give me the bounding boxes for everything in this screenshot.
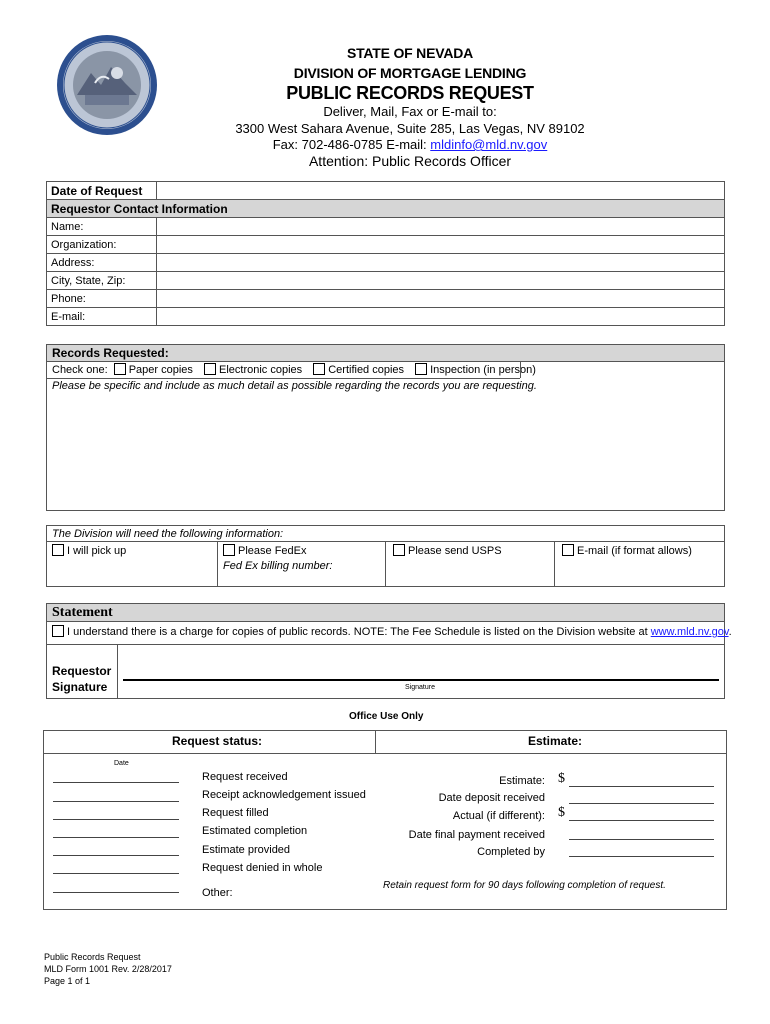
date-caption: Date [114,760,129,767]
phone-field[interactable] [157,290,725,308]
status-date-line[interactable] [53,819,179,820]
name-field[interactable] [157,218,725,236]
completed-by-line[interactable] [569,856,714,857]
estimate-amount-line[interactable] [569,786,714,787]
status-receipt-ack: Receipt acknowledgement issued [202,789,366,801]
electronic-copies-checkbox[interactable] [204,363,216,375]
fedex-checkbox[interactable] [223,544,235,556]
status-request-filled: Request filled [202,807,269,819]
name-label: Name: [47,218,157,236]
estimate-header: Estimate: [528,734,583,748]
form-title: PUBLIC RECORDS REQUEST [286,83,534,103]
organization-field[interactable] [157,236,725,254]
check-one-label: Check one: [52,364,108,376]
completed-by-label: Completed by [477,846,545,858]
email-label: E-mail: [47,308,157,326]
paper-copies-checkbox[interactable] [114,363,126,375]
office-use-title: Office Use Only [349,711,424,722]
usps-label: Please send USPS [408,545,502,557]
statement-row [52,625,732,638]
electronic-copies-label: Electronic copies [219,364,303,376]
statement-title: Statement [52,605,113,620]
records-title: Records Requested: [52,346,169,360]
email-link[interactable]: mldinfo@mld.nv.gov [430,137,548,152]
inspection-label: Inspection (in person) [430,364,536,376]
footer-page-number: Page 1 of 1 [44,976,91,986]
delivery-box [46,525,725,587]
pickup-label: I will pick up [67,545,127,557]
deposit-date-label: Date deposit received [438,792,545,804]
statement-box [46,603,732,699]
address-label: Address: [47,254,157,272]
fedex-label: Please FedEx [238,545,307,557]
copy-type-row [52,363,536,376]
fedex-option [223,544,306,557]
retention-note: Retain request form for 90 days following completion of request. [383,880,666,891]
city-state-zip-label: City, State, Zip: [47,272,157,290]
statement-checkbox[interactable] [52,625,64,637]
final-payment-date-label: Date final payment received [408,829,545,841]
signature-label: Signature [52,680,108,694]
signature-caption: Signature [405,684,435,691]
state-seal-logo [55,33,159,137]
fedex-billing-label: Fed Ex billing number: [223,560,333,572]
division-name: DIVISION OF MORTGAGE LENDING [293,65,527,81]
office-use-box [43,730,727,910]
statement-header-bar [47,604,724,622]
organization-label: Organization: [47,236,157,254]
certified-copies-label: Certified copies [328,364,405,376]
status-date-line[interactable] [53,873,179,874]
status-date-line[interactable] [53,801,179,802]
statement-period: . [728,626,732,638]
mailing-address: 3300 West Sahara Avenue, Suite 285, Las Vegas, NV 89102 [235,121,585,136]
status-header: Request status: [172,734,263,748]
actual-label: Actual (if different): [452,810,545,822]
date-of-request-label: Date of Request [47,182,157,200]
actual-amount-line[interactable] [569,820,714,821]
usps-checkbox[interactable] [393,544,405,556]
status-date-line[interactable] [53,837,179,838]
usps-option [393,544,502,557]
statement-text: I understand there is a charge for copies of public records. NOTE: The Fee Schedule is listed on the Division website at [67,626,651,638]
records-description-field[interactable] [51,395,719,507]
attention-line: Attention: Public Records Officer [308,153,512,169]
state-name: STATE OF NEVADA [346,45,474,61]
footer-form-name: Public Records Request [44,952,141,962]
contact-table [46,181,725,326]
status-estimated-completion: Estimated completion [202,825,308,837]
status-date-line[interactable] [53,782,179,783]
records-requested-box [46,344,725,511]
final-payment-date-line[interactable] [569,839,714,840]
email-delivery-checkbox[interactable] [562,544,574,556]
deliver-instructions: Deliver, Mail, Fax or E-mail to: [323,104,497,119]
requestor-label: Requestor [52,664,112,678]
fax-label: Fax: 702-486-0785 E-mail: [272,137,431,152]
estimate-dollar-sign: $ [558,771,565,786]
status-request-denied: Request denied in whole [202,862,323,874]
status-date-line[interactable] [53,855,179,856]
records-instruction: Please be specific and include as much detail as possible regarding the records you are requesting. [52,380,537,392]
phone-label: Phone: [47,290,157,308]
estimate-label: Estimate: [499,775,545,787]
fax-email-line [170,137,650,152]
contact-section-title: Requestor Contact Information [47,200,725,218]
website-link[interactable]: www.mld.nv.gov [650,626,729,638]
status-other: Other: [202,887,233,899]
address-field[interactable] [157,254,725,272]
inspection-checkbox[interactable] [415,363,427,375]
paper-copies-label: Paper copies [128,364,193,376]
email-delivery-label: E-mail (if format allows) [577,545,692,557]
status-estimate-provided: Estimate provided [202,844,291,856]
pickup-checkbox[interactable] [52,544,64,556]
records-header-bar [47,345,724,362]
status-date-line[interactable] [53,892,179,893]
email-field[interactable] [157,308,725,326]
footer-form-number: MLD Form 1001 Rev. 2/28/2017 [44,964,172,974]
delivery-heading: The Division will need the following information: [52,528,284,540]
status-request-received: Request received [202,771,288,783]
pickup-option [52,544,126,557]
email-option [562,544,692,557]
city-state-zip-field[interactable] [157,272,725,290]
signature-line[interactable] [123,679,719,681]
actual-dollar-sign: $ [558,805,565,820]
certified-copies-checkbox[interactable] [313,363,325,375]
deposit-date-line[interactable] [569,803,714,804]
date-of-request-field[interactable] [157,182,725,200]
